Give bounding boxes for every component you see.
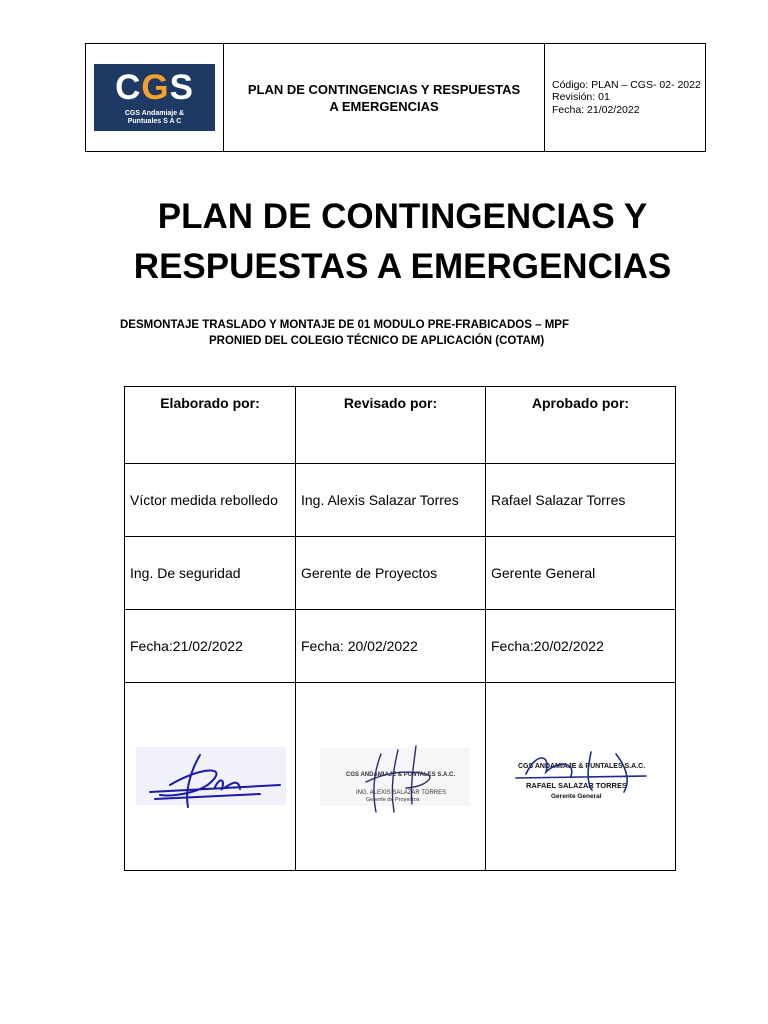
- signature-aprobado: [496, 732, 666, 822]
- date-revisado: Fecha: 20/02/2022: [296, 610, 486, 683]
- header-title-line2: A EMERGENCIAS: [329, 98, 439, 114]
- header-title-line1: PLAN DE CONTINGENCIAS Y RESPUESTAS: [247, 81, 521, 97]
- doc-code: Código: PLAN – CGS- 02- 2022: [552, 78, 701, 91]
- header-meta: [545, 44, 705, 151]
- table-row-names: [125, 464, 676, 537]
- header-aprobado: Aprobado por:: [486, 387, 676, 464]
- subtitle-line2: PRONIED DEL COLEGIO TÉCNICO DE APLICACIÓN (COTAM): [209, 335, 545, 347]
- stamp-role-aprobado: Gerente General: [550, 792, 602, 800]
- name-revisado: Ing. Alexis Salazar Torres: [296, 464, 486, 537]
- company-logo: [94, 64, 215, 131]
- header-elaborado: Elaborado por:: [125, 387, 296, 464]
- header-revisado: Revisado por:: [296, 387, 486, 464]
- signature-cell-aprobado: [486, 683, 676, 871]
- stamp-company-aprobado: CGS ANDAMIAJE & PUNTALES S.A.C.: [517, 762, 645, 770]
- table-header-row: [125, 387, 676, 464]
- stamp-company-revisado: CGS ANDAMIAJE & PUNTALES S.A.C.: [345, 771, 455, 778]
- role-elaborado: Ing. De seguridad: [125, 537, 296, 610]
- role-revisado: Gerente de Proyectos: [296, 537, 486, 610]
- name-aprobado: Rafael Salazar Torres: [486, 464, 676, 537]
- subtitle-line1: DESMONTAJE TRASLADO Y MONTAJE DE 01 MODULO PRE-FRABICADOS – MPF: [120, 319, 569, 331]
- signature-revisado: [306, 732, 476, 822]
- logo-subtitle: CGS Andamiaje & Puntuales S A C: [124, 110, 185, 125]
- table-row-roles: [125, 537, 676, 610]
- date-elaborado: Fecha:21/02/2022: [125, 610, 296, 683]
- logo-wordmark: CGS: [115, 68, 194, 107]
- project-subtitle: [120, 317, 569, 349]
- page-title: [0, 192, 768, 292]
- signature-elaborado: [130, 737, 290, 817]
- doc-date: Fecha: 21/02/2022: [552, 103, 640, 116]
- page-title-line2: RESPUESTAS A EMERGENCIAS: [133, 247, 672, 286]
- stamp-role-revisado: Gerente de Proyectos: [365, 796, 420, 803]
- stamp-name-aprobado: RAFAEL SALAZAR TORRES: [525, 780, 627, 790]
- role-aprobado: Gerente General: [486, 537, 676, 610]
- table-row-signatures: [125, 683, 676, 871]
- name-elaborado: Víctor medida rebolledo: [125, 464, 296, 537]
- approvals-table: [124, 386, 676, 871]
- table-row-dates: [125, 610, 676, 683]
- doc-revision: Revisión: 01: [552, 91, 610, 104]
- header-title: [224, 44, 545, 151]
- signature-cell-revisado: [296, 683, 486, 871]
- page-title-line1: PLAN DE CONTINGENCIAS Y: [157, 197, 648, 236]
- logo-cell: [86, 44, 224, 151]
- document-header: [85, 43, 706, 152]
- stamp-name-revisado: ING. ALEXIS SALAZAR TORRES: [355, 789, 446, 796]
- signature-cell-elaborado: [125, 683, 296, 871]
- date-aprobado: Fecha:20/02/2022: [486, 610, 676, 683]
